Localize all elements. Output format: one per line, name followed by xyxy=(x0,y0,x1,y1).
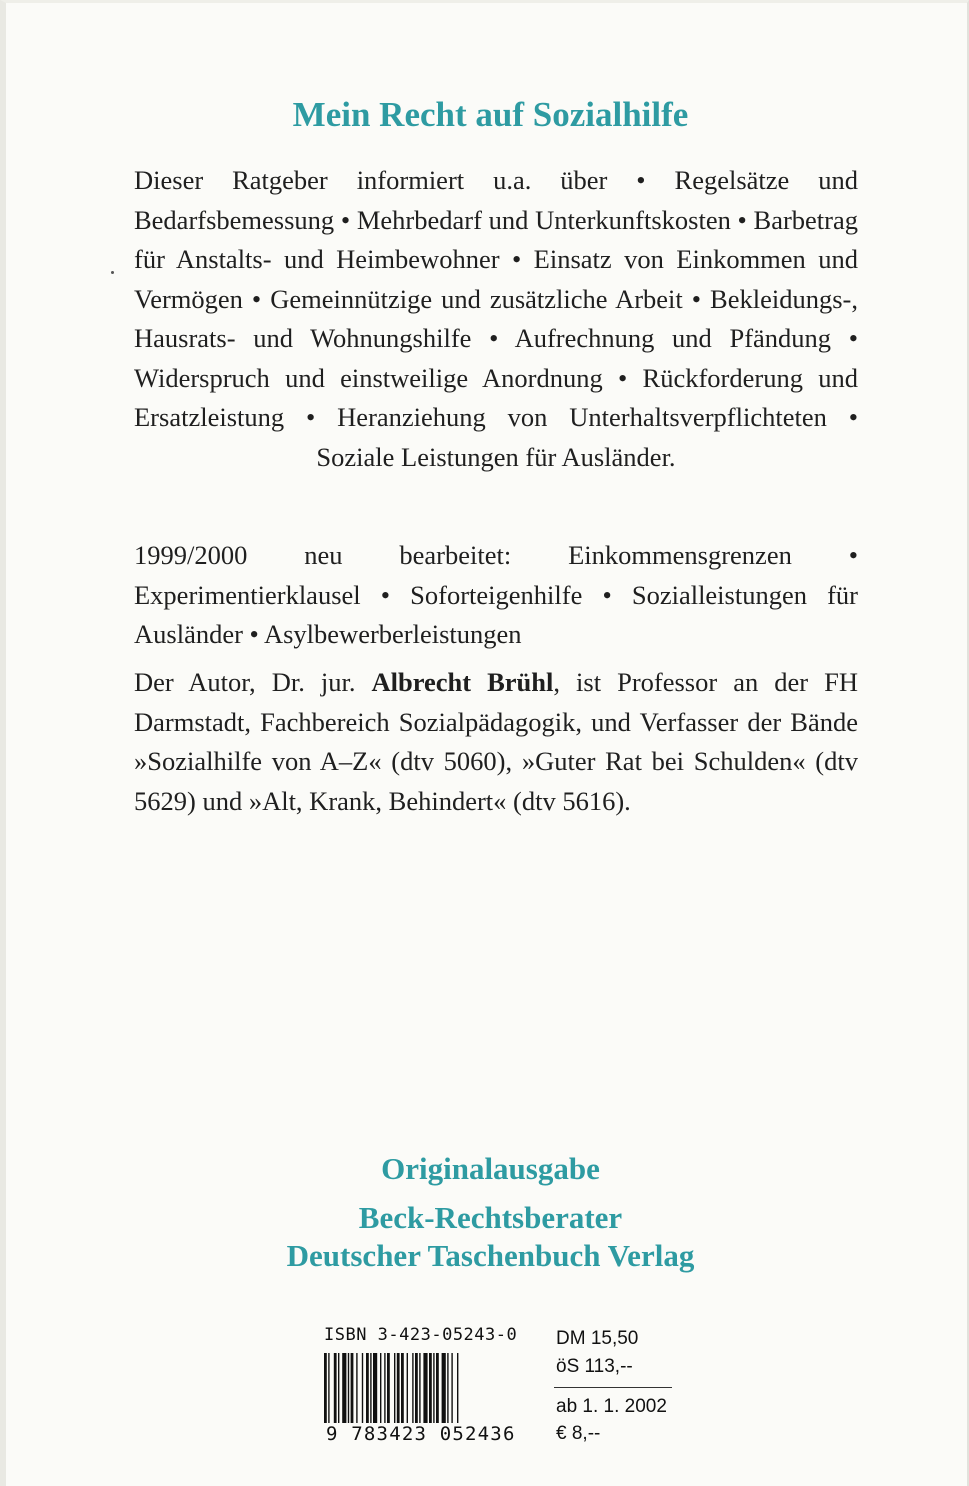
price-valid-from: ab 1. 1. 2002 xyxy=(556,1396,667,1417)
author-bio: , ist Professor an der FH Darmstadt, Fachbereich Sozialpädagogik, und Verfasser der Bände »Sozialhilfe von A–Z« (dtv 5060), »Guter Rat bei Schulden« (dtv 5629) und »Alt, Krank, Behindert« (dtv 5616). xyxy=(134,667,858,816)
paper-speck xyxy=(111,271,114,274)
author-name: Albrecht Brühl xyxy=(371,667,554,697)
topics-paragraph: Dieser Ratgeber informiert u.a. über • Regelsätze und Bedarfsbemessung • Mehrbedarf und Unterkunftskosten • Barbetrag für Anstalts- und Heimbewohner • Einsatz von Einkommen und Vermögen • Gemeinnützige und zusätzliche Arbeit • Bekleidungs-, Hausrats- und Wohnungshilfe • Aufrechnung und Pfändung • Widerspruch und einstweilige Anordnung • Rückforderung und Ersatzleistung • Heranziehung von Unterhaltsverpflichteten • Soziale Leistungen für Ausländer. xyxy=(134,165,858,472)
price-euro: € 8,-- xyxy=(556,1423,601,1444)
publisher-name: Deutscher Taschenbuch Verlag xyxy=(286,1238,695,1273)
author-intro: Der Autor, Dr. jur. xyxy=(134,667,356,697)
ean-number: 9 783423 052436 xyxy=(326,1423,516,1445)
revision-paragraph: 1999/2000 neu bearbeitet: Einkommensgrenzen • Experimentierklausel • Soforteigenhilfe • Sozialleistungen für Ausländer • Asylbewerberleistungen xyxy=(134,540,858,649)
price-oes: öS 113,-- xyxy=(556,1356,633,1377)
price-divider xyxy=(554,1387,672,1388)
series-label: Beck-Rechtsberater xyxy=(358,1200,623,1235)
price-dm: DM 15,50 xyxy=(556,1328,639,1349)
edition-label: Originalausgabe xyxy=(381,1151,600,1186)
author-paragraph xyxy=(134,663,858,821)
isbn-number: ISBN 3-423-05243-0 xyxy=(324,1325,518,1345)
book-title: Mein Recht auf Sozialhilfe xyxy=(292,95,689,134)
